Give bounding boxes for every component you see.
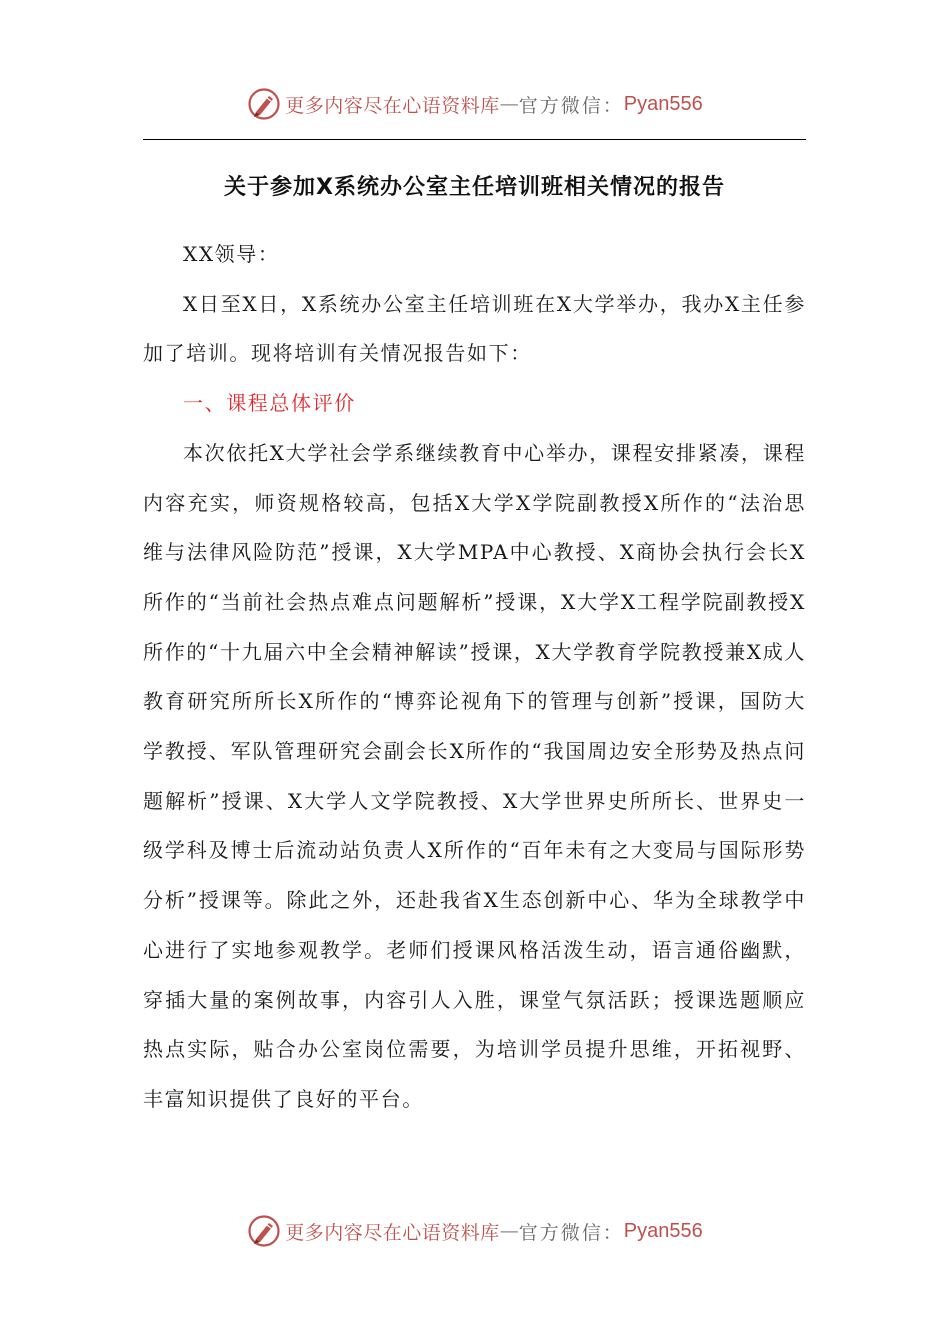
intro-paragraph: X日至X日，X系统办公室主任培训班在X大学举办，我办X主任参加了培训。现将培训有关情况报告如下： xyxy=(143,291,806,366)
banner-brand-text: 更多内容尽在心语资料库 xyxy=(285,1221,500,1244)
header-banner xyxy=(0,82,950,126)
header-divider xyxy=(143,139,806,140)
banner-dash: — xyxy=(499,93,519,115)
banner-wechat-label: 官方微信： xyxy=(518,94,624,117)
footer-banner xyxy=(0,1209,950,1253)
banner-dash: — xyxy=(499,1220,519,1242)
salutation: XX领导： xyxy=(183,242,280,266)
banner-wechat-id: Pyan556 xyxy=(623,1219,703,1242)
banner-wechat-id: Pyan556 xyxy=(623,92,703,115)
document-body xyxy=(143,230,806,1125)
banner-wechat-label: 官方微信： xyxy=(518,1221,624,1244)
pen-logo-icon xyxy=(247,87,281,121)
section-heading: 一、课程总体评价 xyxy=(183,391,356,416)
pen-logo-icon xyxy=(247,1214,281,1248)
body-paragraph: 本次依托X大学社会学系继续教育中心举办，课程安排紧凑，课程内容充实，师资规格较高，包括X大学X学院副教授X所作的“法治思维与法律风险防范”授课，X大学MPA中心教授、X商协会执行会长X所作的“当前社会热点难点问题解析”授课，X大学X工程学院副教授X所作的“十九届六中全会精神解读”授课，X大学教育学院教授兼X成人教育研究所所长X所作的“博弈论视角下的管理与创新”授课，国防大学教授、军队管理研究会副会长X所作的“我国周边安全形势及热点问题解析”授课、X大学人文学院教授、X大学世界史所所长、世界史一级学科及博士后流动站负责人X所作的“百年未有之大变局与国际形势分析”授课等。除此之外，还赴我省X生态创新中心、华为全球教学中心进行了实地参观教学。老师们授课风格活泼生动，语言通俗幽默，穿插大量的案例故事，内容引人入胜，课堂气氛活跃；授课选题顺应热点实际，贴合办公室岗位需要，为培训学员提升思维，开拓视野、丰富知识提供了良好的平台。 xyxy=(143,440,806,1111)
banner-brand-text: 更多内容尽在心语资料库 xyxy=(285,94,500,117)
document-title: 关于参加X系统办公室主任培训班相关情况的报告 xyxy=(224,175,725,200)
